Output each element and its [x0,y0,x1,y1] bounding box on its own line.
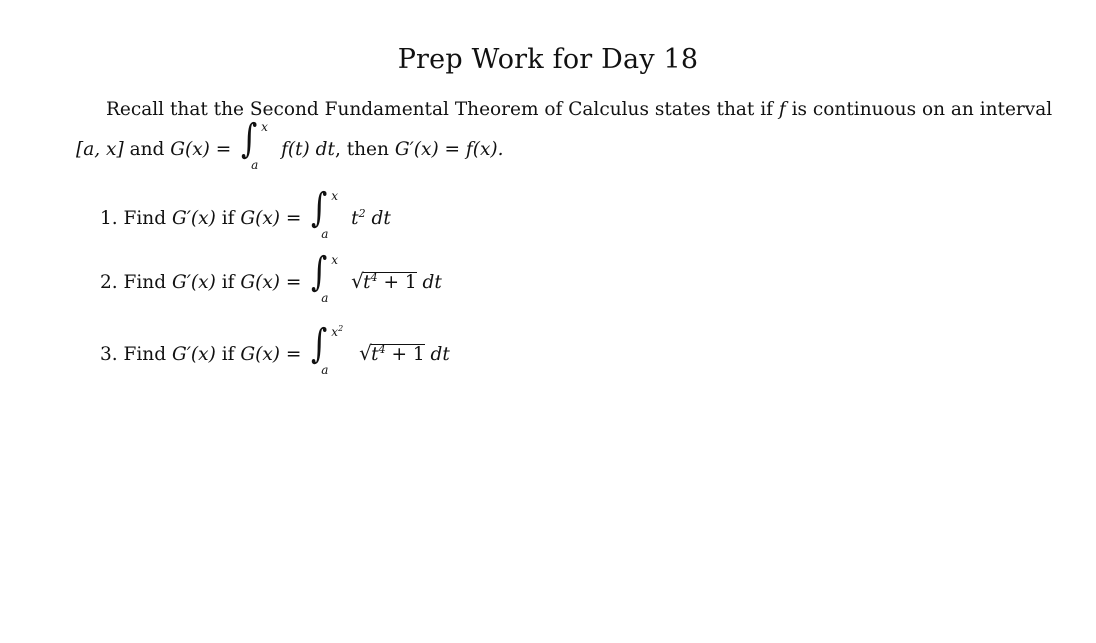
radicand [363,272,416,292]
lower-limit: a [321,363,329,377]
integral [307,249,345,305]
integrand: f(t) dt [281,139,335,160]
g-function: G(x) = [240,208,302,229]
problem-item [100,249,442,305]
lower-limit: a [321,227,329,241]
lower-limit: a [251,158,259,172]
conclusion: G′(x) = f(x). [394,139,504,160]
integral-sign: ∫ [311,249,328,295]
dt: dt [371,208,391,229]
g-definition: G(x) = [170,139,232,160]
integral-sign: ∫ [311,321,328,367]
square-root [351,269,417,294]
g-function: G(x) = [240,344,302,365]
intro-text-end: is continuous on an interval [791,99,1053,120]
radicand-rest: + 1 [391,344,425,365]
problem-item [100,321,450,377]
problem-item [100,185,391,241]
intro-line-2 [76,116,504,172]
upper-limit-exponent: 2 [338,324,344,333]
problem-number: 2. [100,272,118,293]
upper-limit: x [331,189,339,203]
if-text: if [221,272,235,293]
dt: dt [430,344,450,365]
derivative: G′(x) [171,344,216,365]
upper-limit: x [261,120,268,134]
problem-number: 1. [100,208,118,229]
find-text: Find [123,272,167,293]
radicand [371,344,424,364]
if-text: if [221,208,235,229]
radicand-base: t [371,344,379,365]
if-text: if [221,344,235,365]
upper-limit [331,326,343,338]
integral [307,321,353,377]
intro-text: Recall that the Second Fundamental Theorem of Calculus states that if [106,99,773,120]
integrand-exponent: 2 [358,207,366,220]
radical-sign: √ [359,341,372,365]
integrand [351,208,391,229]
radicand-rest: + 1 [383,272,417,293]
find-text: Find [123,344,167,365]
radical-sign: √ [351,269,364,293]
dt: dt [422,272,442,293]
integral [307,185,345,241]
then-text: , then [334,139,389,160]
f-variable: f [778,99,786,120]
derivative: G′(x) [171,272,216,293]
lower-limit: a [321,291,329,305]
derivative: G′(x) [171,208,216,229]
integral-sign: ∫ [241,116,258,162]
find-text: Find [123,208,167,229]
interval: [a, x] [76,139,124,160]
page-title: Prep Work for Day 18 [397,44,699,75]
upper-limit: x [331,253,339,267]
integral-sign: ∫ [311,185,328,231]
problem-number: 3. [100,344,118,365]
upper-limit-base: x [331,325,339,339]
integrand-base: t [351,208,359,229]
square-root [359,341,425,366]
radicand-base: t [363,272,371,293]
and-text: and [129,139,165,160]
radicand-exponent: 4 [378,343,386,356]
radicand-exponent: 4 [370,271,378,284]
integral [237,116,275,172]
g-function: G(x) = [240,272,302,293]
